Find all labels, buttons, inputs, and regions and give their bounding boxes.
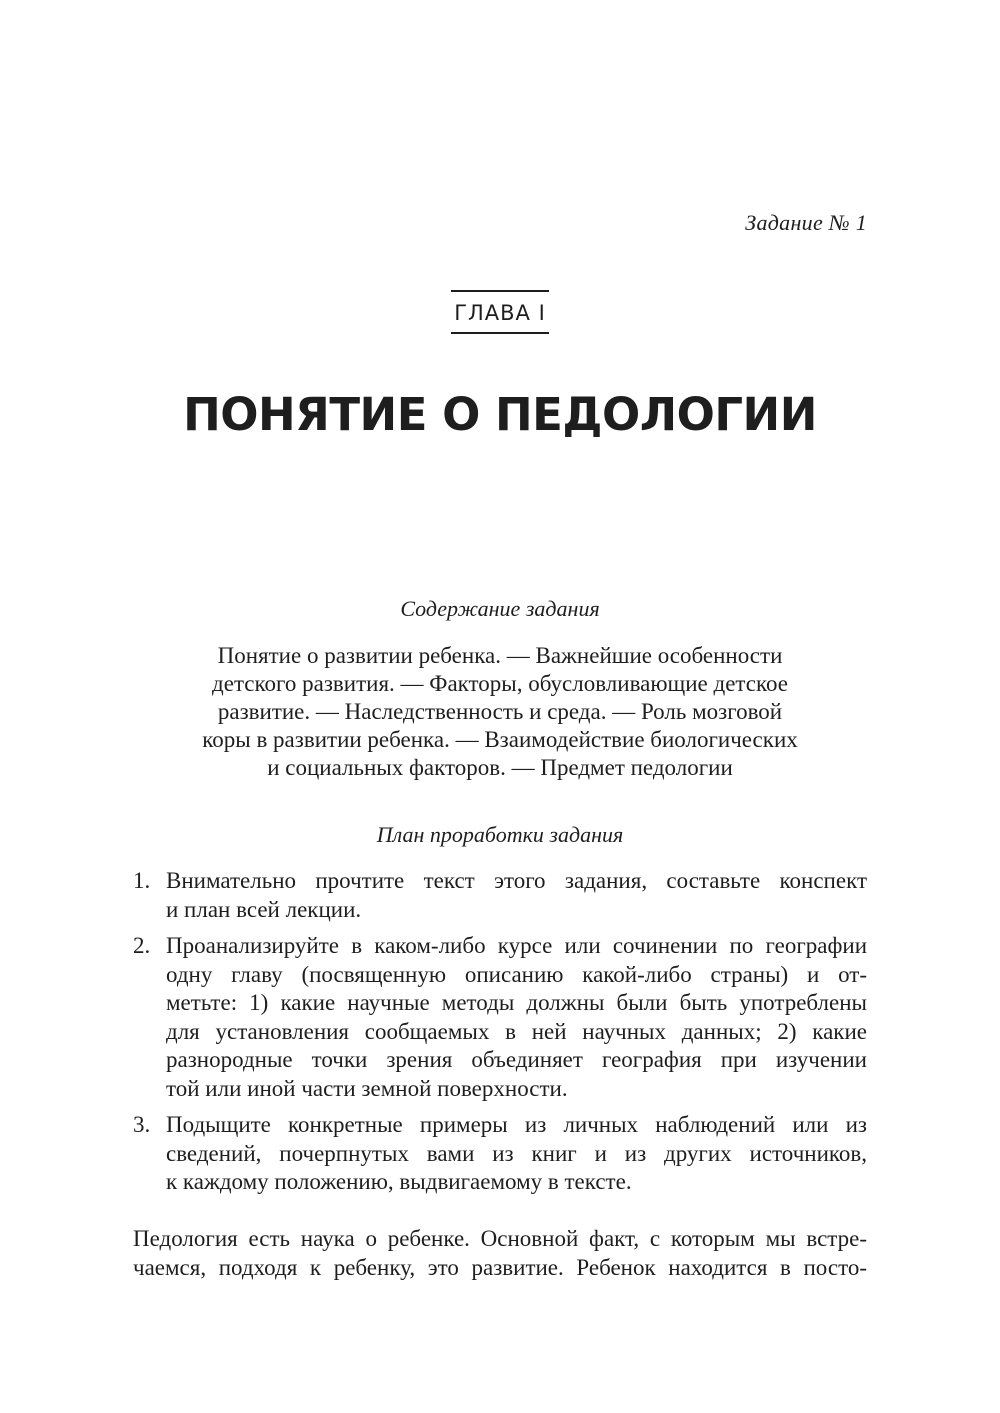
plan-item xyxy=(133,867,867,924)
contents-text xyxy=(0,642,1000,782)
plan-item xyxy=(133,1111,867,1197)
plan-item-line: к каждому положению, выдвигаемому в тексте. xyxy=(166,1169,632,1194)
chapter-label: ГЛАВА I xyxy=(451,290,549,334)
plan-item-line: одну главу (посвященную описанию какой-либо страны) и от- xyxy=(166,961,867,987)
plan-item-line: сведений, почерпнутых вами из книг и из других источников, xyxy=(166,1140,867,1166)
plan-item-number: 3. xyxy=(133,1112,151,1137)
plan-item-number: 2. xyxy=(133,933,151,958)
plan-item-line: Подыщите конкретные примеры из личных наблюдений или из xyxy=(166,1112,867,1137)
contents-heading: Содержание задания xyxy=(400,596,600,621)
plan-item-line: Проанализируйте в каком-либо курсе или сочинении по географии xyxy=(166,933,867,958)
plan-item-line: Внимательно прочтите текст этого задания, составьте конспект xyxy=(166,868,867,893)
contents-line: детского развития. — Факторы, обусловливающие детское xyxy=(212,671,788,696)
running-head: Задание № 1 xyxy=(745,210,867,235)
plan-item xyxy=(133,932,867,1103)
plan-item-line: и план всей лекции. xyxy=(166,896,362,922)
body-line: чаемся, подходя к ребенку, это развитие. Ребенок находится в посто- xyxy=(133,1255,867,1280)
plan-item-line: метьте: 1) какие научные методы должны были быть употреблены xyxy=(166,990,867,1015)
contents-line: развитие. — Наследственность и среда. — Роль мозговой xyxy=(217,699,783,724)
contents-line: и социальных факторов. — Предмет педологии xyxy=(267,755,733,780)
body-paragraph xyxy=(133,1224,867,1282)
plan-heading: План проработки задания xyxy=(376,822,624,847)
body-line: Педология есть наука о ребенке. Основной факт, с которым мы встре- xyxy=(133,1226,867,1251)
contents-line: Понятие о развитии ребенка. — Важнейшие особенности xyxy=(217,643,783,668)
plan-item-number: 1. xyxy=(133,868,151,893)
plan-item-line: для установления сообщаемых в ней научных данных; 2) какие xyxy=(166,1018,867,1044)
contents-line: коры в развитии ребенка. — Взаимодействие биологических xyxy=(202,727,798,752)
chapter-label-block xyxy=(0,290,1000,334)
chapter-title: ПОНЯТИЕ О ПЕДОЛОГИИ xyxy=(183,388,817,441)
plan-list xyxy=(133,867,867,1205)
plan-item-line: разнородные точки зрения объединяет география при изучении xyxy=(166,1047,867,1072)
plan-item-line: той или иной части земной поверхности. xyxy=(166,1075,568,1101)
